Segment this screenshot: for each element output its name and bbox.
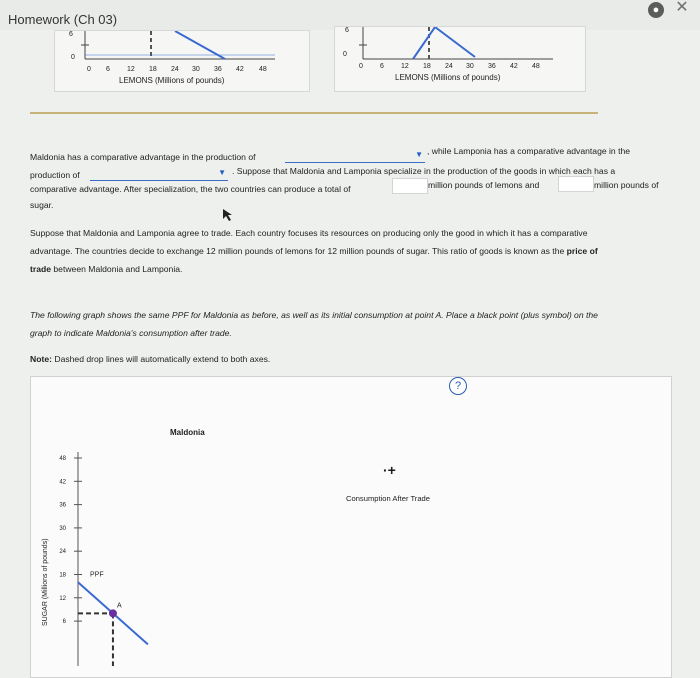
question-text: , while Lamponia has a comparative advantage in the: [427, 146, 631, 156]
x-tick: 48: [532, 63, 540, 70]
note-label: Note:: [30, 354, 52, 364]
price-of-trade-label: price of: [566, 246, 598, 256]
chevron-down-icon: ▼: [218, 168, 226, 177]
legend-consumption-label: Consumption After Trade: [346, 494, 430, 503]
point-a[interactable]: [109, 609, 117, 617]
x-tick: 6: [106, 66, 110, 73]
instruction-text: graph to indicate Maldonia's consumption after trade.: [30, 328, 232, 338]
question-text: sugar.: [30, 200, 54, 210]
question-text: production of: [30, 170, 80, 180]
y-tick-label: 36: [59, 502, 66, 509]
trade-text-part: between Maldonia and Lamponia.: [53, 264, 183, 274]
chevron-down-icon: ▼: [415, 150, 423, 159]
note-text: Dashed drop lines will automatically extend to both axes.: [54, 354, 271, 364]
y-tick-label: 6: [62, 619, 66, 626]
x-tick: 42: [236, 66, 244, 73]
x-tick: 36: [488, 63, 496, 70]
question-text: comparative advantage. After specialization, the two countries can produce a total of: [30, 184, 351, 194]
x-tick: 12: [127, 66, 135, 73]
x-axis-label: LEMONS (Millions of pounds): [119, 76, 225, 85]
y-axis-label: SUGAR (Millions of pounds): [42, 538, 49, 626]
x-tick: 24: [171, 66, 179, 73]
trade-text: Suppose that Maldonia and Lamponia agree to trade. Each country focuses its resources on producing only the good in which it has a comparative: [30, 228, 588, 238]
x-axis-label: LEMONS (Millions of pounds): [395, 73, 501, 82]
question-text: million pounds of: [594, 180, 659, 190]
price-of-trade-label: trade: [30, 264, 52, 274]
x-tick: 6: [380, 63, 384, 70]
ppf-label: PPF: [90, 571, 104, 579]
y-tick-label: 24: [59, 549, 66, 556]
question-text: . Suppose that Maldonia and Lamponia specialize in the production of the goods in which each has a: [232, 166, 616, 176]
y-tick: 0: [343, 51, 347, 58]
help-icon[interactable]: ?: [449, 377, 467, 395]
y-tick-label: 18: [59, 572, 66, 579]
x-tick: 0: [359, 63, 363, 70]
y-tick: 6: [69, 31, 73, 38]
y-tick: 6: [345, 27, 349, 34]
x-tick: 24: [445, 63, 453, 70]
x-tick: 36: [214, 66, 222, 73]
trade-text-part: advantage. The countries decide to exchange 12 million pounds of lemons for 12 million pounds of sugar. This ratio of goods is known as the: [30, 246, 565, 256]
window-title: Homework (Ch 03): [8, 12, 118, 27]
question-text: Maldonia has a comparative advantage in the production of: [30, 152, 256, 162]
y-tick-label: 30: [59, 525, 66, 532]
legend-plus-marker[interactable]: ·+: [383, 462, 396, 478]
x-tick: 42: [510, 63, 518, 70]
point-a-label: A: [116, 602, 122, 610]
info-icon[interactable]: ●: [648, 2, 664, 18]
y-tick: 0: [71, 54, 75, 61]
x-tick: 18: [423, 63, 431, 70]
x-tick: 12: [401, 63, 409, 70]
x-tick: 48: [259, 66, 267, 73]
y-tick-label: 12: [59, 595, 66, 602]
chart-title: Maldonia: [170, 428, 205, 437]
x-tick: 30: [192, 66, 200, 73]
close-icon[interactable]: ✕: [675, 0, 689, 16]
question-text: million pounds of lemons and: [428, 180, 540, 190]
y-tick-label: 48: [59, 456, 66, 462]
x-tick: 0: [87, 66, 91, 73]
instruction-text: The following graph shows the same PPF for Maldonia as before, as well as its initial consumption at point A. Place a black point (plus symbol) on the: [30, 310, 598, 320]
x-tick: 30: [466, 63, 474, 70]
y-tick-label: 42: [59, 479, 66, 486]
x-tick: 18: [149, 66, 157, 73]
